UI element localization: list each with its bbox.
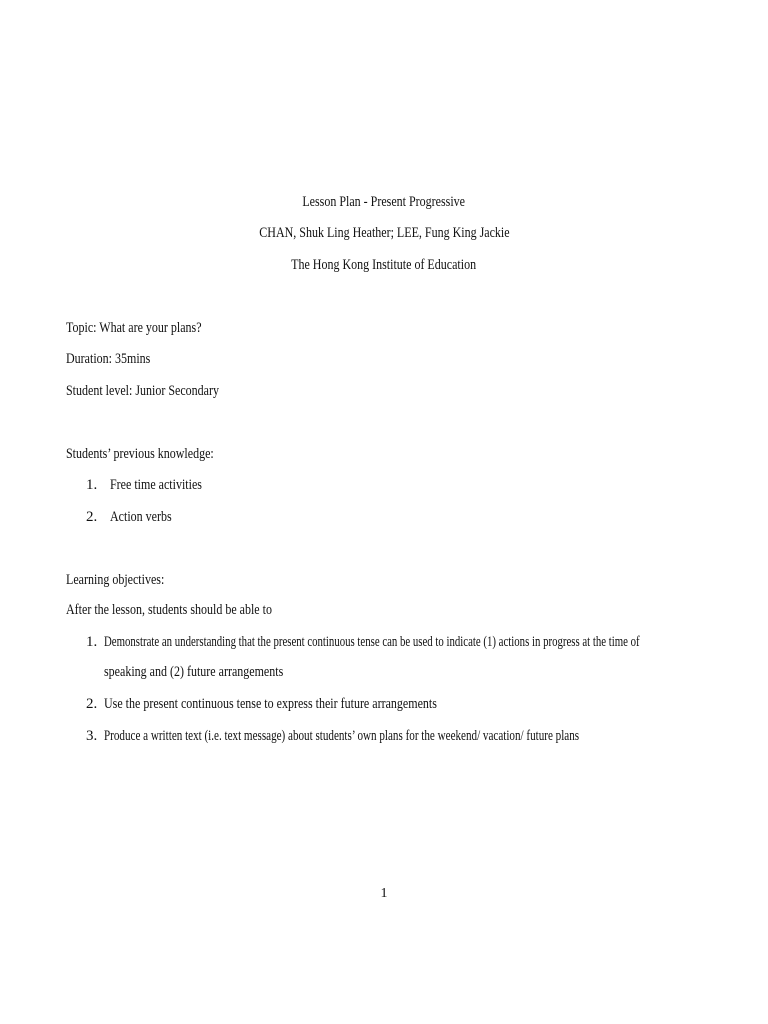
duration-line: Duration: 35mins [66,351,151,367]
list-item-text: Use the present continuous tense to express their future arrangements [104,696,437,712]
learning-objectives-heading: Learning objectives: [66,572,165,588]
list-item-text: Action verbs [110,509,172,525]
document-authors: CHAN, Shuk Ling Heather; LEE, Fung King Jackie [258,225,510,241]
list-item-number: 1. [86,477,98,493]
learning-objectives-intro: After the lesson, students should be able to [66,602,272,618]
list-item-number: 3. [86,728,98,744]
page-number: 1 [380,886,388,901]
topic-line: Topic: What are your plans? [66,320,202,336]
list-item-number: 1. [86,634,98,650]
list-item-text: Produce a written text (i.e. text message) about students’ own plans for the weekend/ vacation/ future plans [104,728,580,744]
list-item-text: Demonstrate an understanding that the present continuous tense can be used to indicate (1) actions in progress at the time of [104,634,640,650]
list-item-number: 2. [86,509,98,525]
student-level-line: Student level: Junior Secondary [66,383,219,399]
list-item-text: Free time activities [110,477,202,493]
list-item-text-continued: speaking and (2) future arrangements [104,664,284,680]
list-item-number: 2. [86,696,98,712]
previous-knowledge-heading: Students’ previous knowledge: [66,446,214,462]
document-institution: The Hong Kong Institute of Education [291,257,477,273]
document-title: Lesson Plan - Present Progressive [302,194,466,210]
